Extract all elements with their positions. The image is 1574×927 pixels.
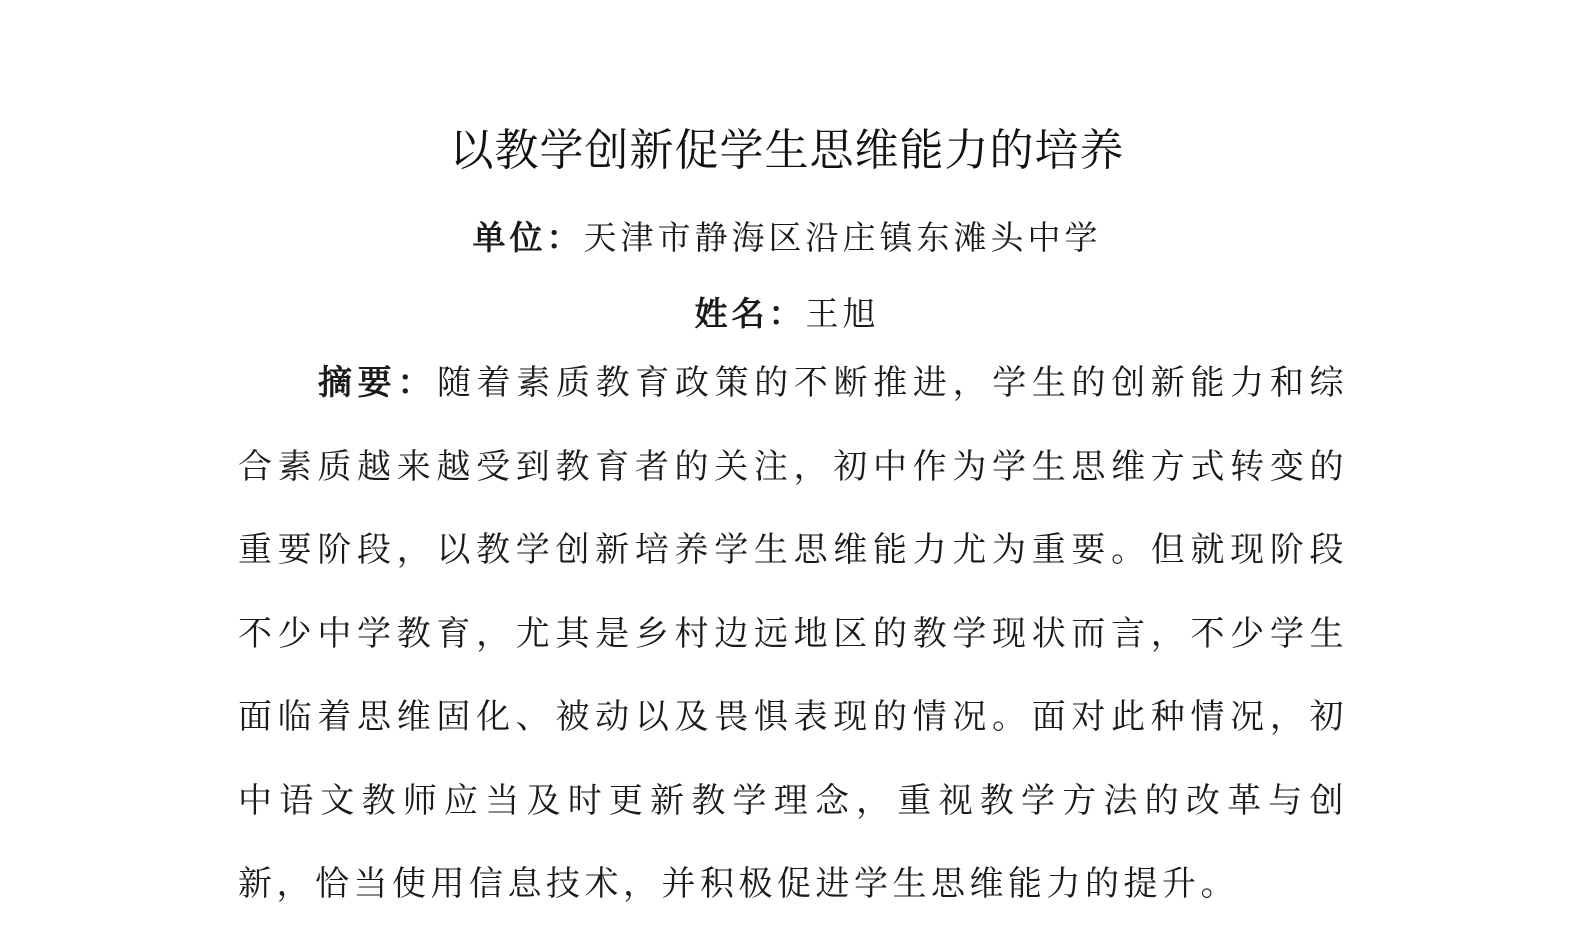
unit-label: 单位： xyxy=(472,218,584,257)
author-value: 王旭 xyxy=(805,294,880,333)
unit-line xyxy=(0,216,1574,260)
document-title: 以教学创新促学生思维能力的培养 xyxy=(449,125,1125,176)
unit-value: 天津市静海区沿庄镇东滩头中学 xyxy=(583,218,1102,257)
author-line xyxy=(0,292,1574,336)
abstract-paragraph xyxy=(238,342,1348,927)
author-label: 姓名： xyxy=(694,294,806,333)
abstract-text: 随着素质教育政策的不断推进，学生的创新能力和综合素质越来越受到教育者的关注，初中作为学生思维方式转变的重要阶段，以教学创新培养学生思维能力尤为重要。但就现阶段不少中学教育，尤其是乡村边远地区的教学现状而言，不少学生面临着思维固化、被动以及畏惧表现的情况。面对此种情况，初中语文教师应当及时更新教学理念，重视教学方法的改革与创新，恰当使用信息技术，并积极促进学生思维能力的提升。 xyxy=(238,363,1349,904)
abstract-label: 摘要： xyxy=(318,363,437,403)
